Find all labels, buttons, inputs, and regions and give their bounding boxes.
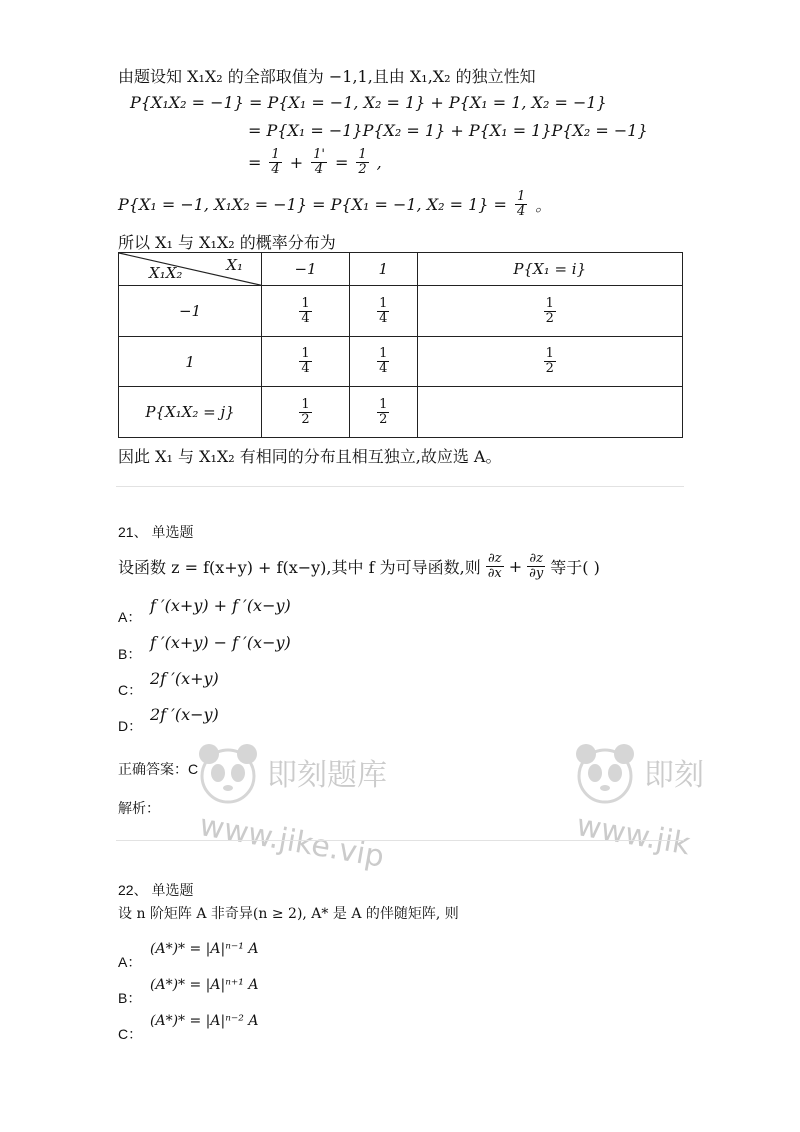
answer-label: 正确答案： [118, 761, 188, 777]
table-cell: $\frac{1}{4}$ [262, 336, 350, 387]
solution-conclusion: 因此 X₁ 与 X₁X₂ 有相同的分布且相互独立,故应选 A。 [118, 447, 502, 466]
question-divider [116, 840, 684, 841]
table-cell: $\frac{1}{2}$ [262, 387, 350, 438]
q22-option-c-label[interactable]: C： [118, 1026, 143, 1042]
row-header: 1 [119, 336, 262, 387]
q21-option-c-text[interactable]: 2f ′(x+y) [150, 669, 219, 688]
row-header: P{X₁X₂ = j} [119, 387, 262, 438]
table-row [119, 286, 683, 337]
table-cell: $\frac{1}{4}$ [350, 286, 418, 337]
eq-sign: = [248, 153, 262, 172]
partial-dz-dy: $\frac{\partial z}{\partial y}$ [529, 551, 544, 581]
col-header: 1 [350, 253, 418, 286]
q21-option-a-text[interactable]: f ′(x+y) + f ′(x−y) [150, 596, 291, 615]
corner-label-top: X₁ [226, 256, 243, 274]
probability-distribution-table [118, 252, 683, 438]
solution-line-3: = P{X₁ = −1}P{X₂ = 1} + P{X₁ = 1}P{X₂ = −1} [248, 121, 648, 140]
watermark-url-partial: www.jik [573, 808, 693, 863]
q21-option-a-label[interactable]: A： [118, 609, 142, 625]
fraction-one-quarter: $\frac{1}{4}$ [271, 147, 280, 177]
table-corner-cell [119, 253, 262, 286]
table-cell: $\frac{1}{2}$ [350, 387, 418, 438]
table-cell: $\frac{1}{2}$ [417, 286, 682, 337]
solution-line-2: P{X₁X₂ = −1} = P{X₁ = −1, X₂ = 1} + P{X₁ = 1, X₂ = −1} [130, 93, 607, 112]
table-row [119, 336, 683, 387]
partial-dz-dx: $\frac{\partial z}{\partial x}$ [487, 551, 502, 581]
q21-answer-row [118, 759, 198, 779]
q22-option-a-label[interactable]: A： [118, 954, 142, 970]
col-header: −1 [262, 253, 350, 286]
table-cell: $\frac{1}{4}$ [350, 336, 418, 387]
watermark-brand: 即刻题库 [267, 758, 387, 793]
panda-icon [195, 740, 265, 810]
col-header: P{X₁ = i} [417, 253, 682, 286]
row-header: −1 [119, 286, 262, 337]
q21-option-b-label[interactable]: B： [118, 646, 142, 662]
plus-sign: + [289, 153, 304, 172]
q21-analysis-label: 解析： [118, 800, 160, 816]
table-row [119, 387, 683, 438]
solution-line-1: 由题设知 X₁X₂ 的全部取值为 −1,1,且由 X₁,X₂ 的独立性知 [118, 67, 536, 86]
solution-line-6: 所以 X₁ 与 X₁X₂ 的概率分布为 [118, 233, 336, 252]
watermark-left [195, 738, 425, 878]
table-cell: $\frac{1}{2}$ [417, 336, 682, 387]
table-cell: $\frac{1}{4}$ [262, 286, 350, 337]
q21-header: 21、 单选题 [118, 524, 194, 540]
fraction-one-quarter-marked: $\frac{1'}{4}$ [313, 147, 325, 177]
q21-option-c-label[interactable]: C： [118, 682, 143, 698]
q22-option-c-text[interactable]: (A*)* = |A|ⁿ⁻² A [150, 1013, 259, 1029]
q22-header: 22、 单选题 [118, 882, 194, 898]
q21-option-b-text[interactable]: f ′(x+y) − f ′(x−y) [150, 633, 291, 652]
panda-icon [572, 740, 642, 810]
fraction-one-half: $\frac{1}{2}$ [358, 147, 367, 177]
q22-stem: 设 n 阶矩阵 A 非奇异(n ≥ 2), A* 是 A 的伴随矩阵, 则 [118, 906, 459, 922]
watermark-brand-partial: 即刻 [644, 758, 704, 793]
solution-line-5: P{X₁ = −1, X₁X₂ = −1} = P{X₁ = −1, X₂ = 1} = $\frac{1}{4}$ 。 [118, 189, 552, 219]
table-cell-empty [417, 387, 682, 438]
answer-value: C [188, 761, 199, 777]
q22-option-b-label[interactable]: B： [118, 990, 142, 1006]
q21-option-d-label[interactable]: D： [118, 718, 143, 734]
eq-sign: = [334, 153, 349, 172]
question-divider [116, 486, 684, 487]
q21-stem: 设函数 z = f(x+y) + f(x−y),其中 f 为可导函数,则 $\frac{\partial z}{\partial x}$ + $\frac{\partial z}{\partial y}$ 等于( ) [118, 551, 600, 581]
q22-option-a-text[interactable]: (A*)* = |A|ⁿ⁻¹ A [150, 941, 259, 957]
watermark-url: www.jike.vip [196, 808, 387, 875]
corner-label-bottom: X₁X₂ [149, 264, 183, 283]
table-header-row [119, 253, 683, 286]
q21-option-d-text[interactable]: 2f ′(x−y) [150, 705, 219, 724]
q22-option-b-text[interactable]: (A*)* = |A|ⁿ⁺¹ A [150, 977, 259, 993]
watermark-right [572, 738, 704, 878]
solution-line-4: = $\frac{1}{4}$ + $\frac{1'}{4}$ = $\frac{1}{2}$ , [248, 147, 382, 177]
fraction-one-quarter: $\frac{1}{4}$ [516, 189, 526, 219]
